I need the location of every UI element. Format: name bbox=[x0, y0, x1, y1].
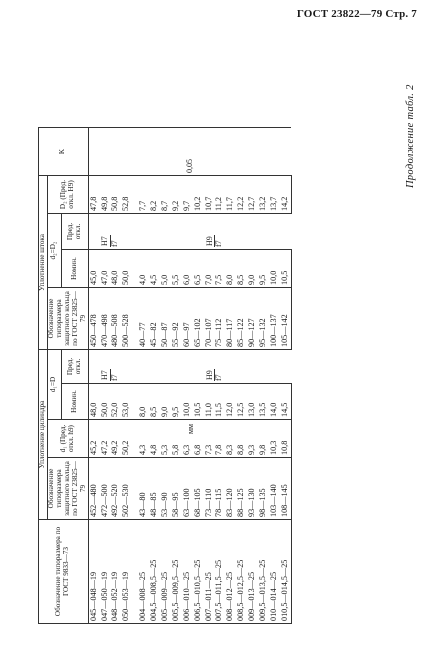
col-header-tolerance-2: Пред. откл. bbox=[61, 214, 88, 250]
cell-ring-designation: 73—110 bbox=[203, 458, 214, 520]
cell-nominal: 13,5 bbox=[258, 384, 269, 420]
col-header-ring-designation-1: Обозначение типоразмера защитного кольца по ГОСТ 23825—79 bbox=[47, 458, 88, 520]
col-header-nominal-2: Номин. bbox=[61, 250, 88, 288]
cell-designation: 048—052—19 bbox=[110, 520, 121, 624]
cell-ring-designation-rod: 40—77 bbox=[138, 288, 149, 350]
cell-designation: 007,5—011,5—25 bbox=[214, 520, 225, 624]
tolerance-shaft: f7 bbox=[109, 240, 119, 247]
cell-ring-designation-rod: 80—117 bbox=[225, 288, 236, 350]
cell-ring-designation-rod: 450—478 bbox=[88, 288, 99, 350]
cell-ring-designation-rod: 55—92 bbox=[171, 288, 182, 350]
cell-nominal-rod: 8,5 bbox=[236, 250, 247, 288]
table-row bbox=[88, 128, 99, 624]
cell-nominal: 12,5 bbox=[236, 384, 247, 420]
cell-ring-designation-rod: 480—508 bbox=[110, 288, 121, 350]
cell-nominal: 10,0 bbox=[182, 384, 193, 420]
cell-nominal: 14,5 bbox=[280, 384, 291, 420]
cell-nominal: 48,0 bbox=[88, 384, 99, 420]
tolerance-hole: H7 bbox=[100, 370, 110, 380]
cell-d2: 52,8 bbox=[121, 176, 132, 214]
cell-ring-designation-rod: 65—102 bbox=[193, 288, 204, 350]
cell-k-value: 0,05 bbox=[88, 128, 291, 176]
tolerance-cell bbox=[138, 350, 291, 384]
cell-designation: 010,5—014,5—25 bbox=[280, 520, 291, 624]
cell-d1: 8,3 bbox=[225, 420, 236, 458]
cell-nominal-rod: 7,0 bbox=[203, 250, 214, 288]
cell-d2: 47,8 bbox=[88, 176, 99, 214]
col-group-rod-seal: Уплотнение штока bbox=[39, 176, 48, 350]
cell-ring-designation-rod: 105—142 bbox=[280, 288, 291, 350]
cell-d2: 8,2 bbox=[149, 176, 160, 214]
cell-nominal-rod: 6,0 bbox=[182, 250, 193, 288]
cell-d1: 6,8 bbox=[193, 420, 204, 458]
cell-nominal-rod: 4,5 bbox=[149, 250, 160, 288]
cell-d2: 13,2 bbox=[258, 176, 269, 214]
cell-ring-designation: 98—135 bbox=[258, 458, 269, 520]
cell-ring-designation: 93—130 bbox=[247, 458, 258, 520]
col-header-d1: d₁ (Пред. откл. h9) bbox=[47, 420, 88, 458]
cell-designation: 009,5—013,5—25 bbox=[258, 520, 269, 624]
cell-d2: 12,2 bbox=[236, 176, 247, 214]
tolerance-hole: H7 bbox=[100, 236, 110, 246]
col-header-nominal-1: Номин. bbox=[61, 384, 88, 420]
cell-nominal-rod: 10,0 bbox=[269, 250, 280, 288]
cell-d1: 9,3 bbox=[247, 420, 258, 458]
cell-ring-designation-rod: 60—97 bbox=[182, 288, 193, 350]
cell-ring-designation-rod: 500—528 bbox=[121, 288, 132, 350]
cell-ring-designation-rod: 100—137 bbox=[269, 288, 280, 350]
cell-designation: 007—011—25 bbox=[203, 520, 214, 624]
cell-nominal: 14,0 bbox=[269, 384, 280, 420]
cell-designation: 006—010—25 bbox=[182, 520, 193, 624]
cell-nominal-rod: 10,5 bbox=[280, 250, 291, 288]
cell-designation: 047—050—19 bbox=[99, 520, 110, 624]
cell-d1: 5,8 bbox=[171, 420, 182, 458]
cell-ring-designation-rod: 70—107 bbox=[203, 288, 214, 350]
cell-d1: 4,3 bbox=[138, 420, 149, 458]
dimensions-table bbox=[38, 127, 292, 624]
continuation-caption: Продолжение табл. 2 bbox=[405, 84, 416, 188]
cell-nominal: 9,0 bbox=[160, 384, 171, 420]
cell-ring-designation-rod: 45—82 bbox=[149, 288, 160, 350]
cell-ring-designation: 63—100 bbox=[182, 458, 193, 520]
col-group-d1-eq-d: d₁=D bbox=[47, 350, 61, 420]
cell-d1: 10,8 bbox=[280, 420, 291, 458]
cell-nominal: 13,0 bbox=[247, 384, 258, 420]
cell-ring-designation: 492—520 bbox=[110, 458, 121, 520]
cell-nominal-rod: 45,0 bbox=[88, 250, 99, 288]
cell-ring-designation: 108—145 bbox=[280, 458, 291, 520]
cell-d2: 8,7 bbox=[160, 176, 171, 214]
cell-nominal: 10,5 bbox=[193, 384, 204, 420]
cell-d2: 7,7 bbox=[138, 176, 149, 214]
cell-nominal: 8,0 bbox=[138, 384, 149, 420]
cell-nominal: 9,5 bbox=[171, 384, 182, 420]
cell-d2: 49,8 bbox=[99, 176, 110, 214]
cell-nominal-rod: 5,5 bbox=[171, 250, 182, 288]
cell-nominal-rod: 8,0 bbox=[225, 250, 236, 288]
cell-designation: 050—053—19 bbox=[121, 520, 132, 624]
cell-d1: 8,8 bbox=[236, 420, 247, 458]
col-header-k: K bbox=[39, 128, 89, 176]
cell-ring-designation-rod: 85—122 bbox=[236, 288, 247, 350]
cell-ring-designation: 103—140 bbox=[269, 458, 280, 520]
cell-ring-designation: 472—500 bbox=[99, 458, 110, 520]
cell-ring-designation: 48—85 bbox=[149, 458, 160, 520]
cell-nominal: 50,0 bbox=[99, 384, 110, 420]
tolerance-cell-rod bbox=[138, 214, 291, 250]
cell-nominal-rod: 50,0 bbox=[121, 250, 132, 288]
col-group-d2-eq-d2: d₂=D₂ bbox=[47, 214, 61, 288]
cell-d1: 50,2 bbox=[121, 420, 132, 458]
cell-nominal-rod: 4,0 bbox=[138, 250, 149, 288]
cell-ring-designation-rod: 90—127 bbox=[247, 288, 258, 350]
tolerance-cell-rod bbox=[88, 214, 132, 250]
cell-d1: 6,3 bbox=[182, 420, 193, 458]
col-header-ring-designation-2: Обозначение типоразмера защитного кольца по ГОСТ 23825—79 bbox=[47, 288, 88, 350]
tolerance-shaft: f7 bbox=[214, 240, 224, 247]
col-header-tolerance-1: Пред. откл. bbox=[61, 350, 88, 384]
tolerance-cell bbox=[88, 350, 132, 384]
cell-ring-designation-rod: 50—87 bbox=[160, 288, 171, 350]
cell-ring-designation: 53—90 bbox=[160, 458, 171, 520]
cell-designation: 006,5—010,5—25 bbox=[193, 520, 204, 624]
cell-d1: 5,3 bbox=[160, 420, 171, 458]
cell-d1: 7,8 bbox=[214, 420, 225, 458]
cell-d1: 7,3 bbox=[203, 420, 214, 458]
cell-designation: 009—013—25 bbox=[247, 520, 258, 624]
cell-nominal-rod: 7,5 bbox=[214, 250, 225, 288]
cell-d2: 9,2 bbox=[171, 176, 182, 214]
cell-nominal-rod: 48,0 bbox=[110, 250, 121, 288]
col-group-cylinder-seal: Уплотнение цилиндра bbox=[39, 350, 48, 520]
cell-d1: 9,8 bbox=[258, 420, 269, 458]
page-header: ГОСТ 23822—79 Стр. 7 bbox=[296, 8, 417, 20]
cell-ring-designation: 83—120 bbox=[225, 458, 236, 520]
cell-designation: 004—008—25 bbox=[138, 520, 149, 624]
tolerance-shaft: f7 bbox=[214, 374, 224, 381]
tolerance-hole: H9 bbox=[204, 236, 214, 246]
cell-ring-designation: 78—115 bbox=[214, 458, 225, 520]
tolerance-shaft: f7 bbox=[109, 374, 119, 381]
cell-nominal-rod: 9,0 bbox=[247, 250, 258, 288]
table-row bbox=[138, 128, 149, 624]
cell-ring-designation-rod: 75—112 bbox=[214, 288, 225, 350]
tolerance-hole: H9 bbox=[204, 370, 214, 380]
cell-ring-designation: 88—125 bbox=[236, 458, 247, 520]
cell-ring-designation: 502—530 bbox=[121, 458, 132, 520]
cell-nominal-rod: 5,0 bbox=[160, 250, 171, 288]
col-header-d2-tol: D₂ (Пред. откл. H9) bbox=[47, 176, 88, 214]
cell-designation: 010—014—25 bbox=[269, 520, 280, 624]
unit-label: мм bbox=[186, 423, 195, 434]
cell-designation: 005—009—25 bbox=[160, 520, 171, 624]
cell-d1: 47,2 bbox=[99, 420, 110, 458]
cell-d1: 10,3 bbox=[269, 420, 280, 458]
cell-nominal: 53,0 bbox=[121, 384, 132, 420]
cell-d2: 11,2 bbox=[214, 176, 225, 214]
cell-ring-designation: 68—105 bbox=[193, 458, 204, 520]
cell-designation: 004,5—008,5—25 bbox=[149, 520, 160, 624]
cell-nominal: 8,5 bbox=[149, 384, 160, 420]
cell-nominal-rod: 9,5 bbox=[258, 250, 269, 288]
col-header-designation: Обозначение типоразмера по ГОСТ 9833—73 bbox=[39, 520, 89, 624]
cell-nominal: 11,0 bbox=[203, 384, 214, 420]
cell-ring-designation: 452—480 bbox=[88, 458, 99, 520]
cell-d2: 11,7 bbox=[225, 176, 236, 214]
cell-ring-designation-rod: 95—132 bbox=[258, 288, 269, 350]
cell-designation: 008,5—012,5—25 bbox=[236, 520, 247, 624]
cell-d2: 50,8 bbox=[110, 176, 121, 214]
cell-designation: 008—012—25 bbox=[225, 520, 236, 624]
cell-ring-designation: 43—80 bbox=[138, 458, 149, 520]
cell-d1: 49,2 bbox=[110, 420, 121, 458]
cell-nominal: 52,0 bbox=[110, 384, 121, 420]
cell-d2: 13,7 bbox=[269, 176, 280, 214]
cell-d1: 45,2 bbox=[88, 420, 99, 458]
cell-d2: 9,7 bbox=[182, 176, 193, 214]
cell-d2: 10,2 bbox=[193, 176, 204, 214]
cell-designation: 005,5—009,5—25 bbox=[171, 520, 182, 624]
cell-d1: 4,8 bbox=[149, 420, 160, 458]
cell-nominal-rod: 6,5 bbox=[193, 250, 204, 288]
cell-nominal: 11,5 bbox=[214, 384, 225, 420]
cell-nominal: 12,0 bbox=[225, 384, 236, 420]
cell-d2: 12,7 bbox=[247, 176, 258, 214]
cell-d2: 14,2 bbox=[280, 176, 291, 214]
cell-nominal-rod: 47,0 bbox=[99, 250, 110, 288]
cell-d2: 10,7 bbox=[203, 176, 214, 214]
cell-ring-designation: 58—95 bbox=[171, 458, 182, 520]
cell-designation: 045—048—19 bbox=[88, 520, 99, 624]
cell-ring-designation-rod: 470—498 bbox=[99, 288, 110, 350]
